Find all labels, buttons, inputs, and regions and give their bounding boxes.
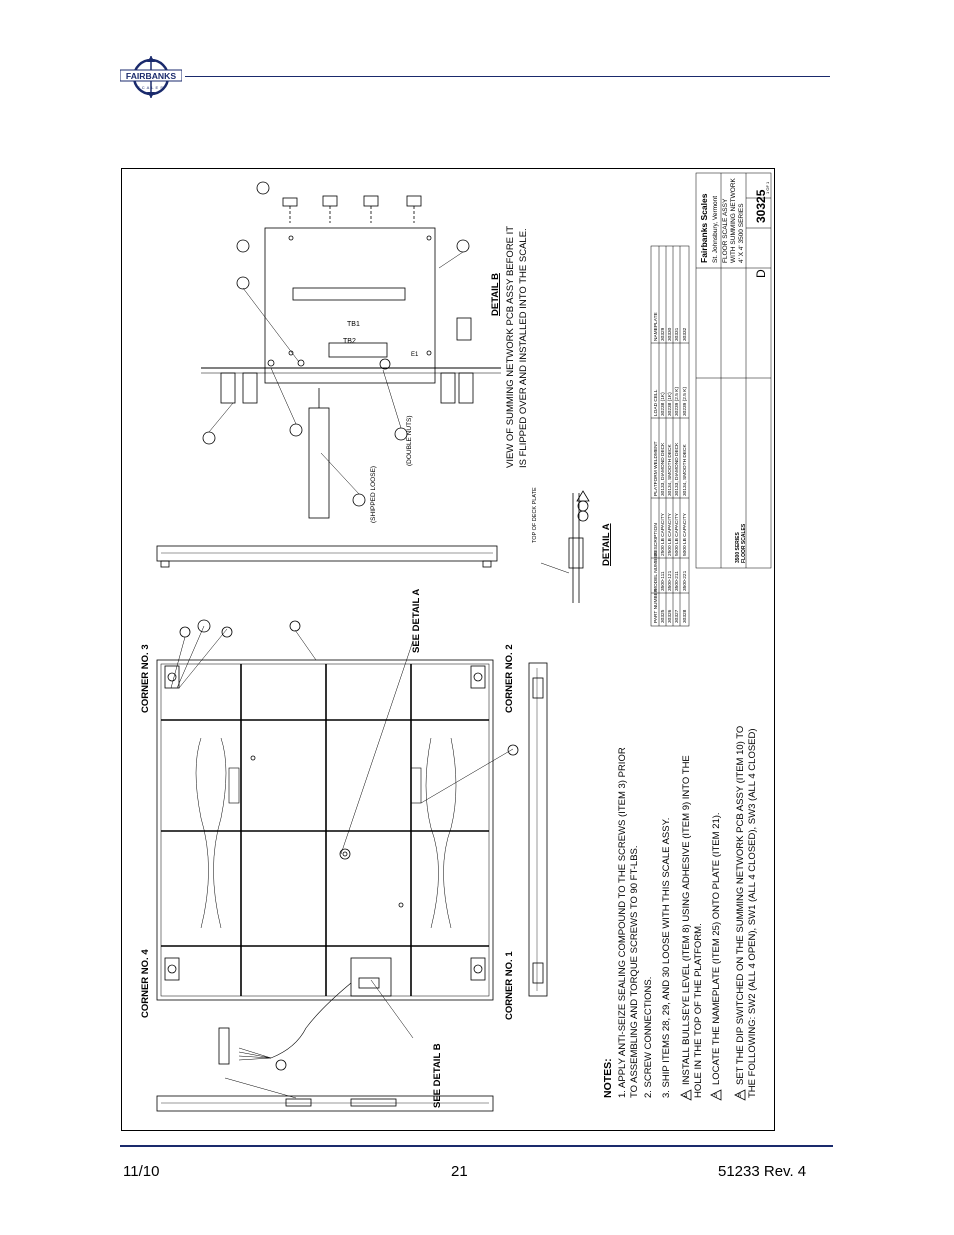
table-cell: 30326: [668, 609, 673, 623]
drawing-number: 30325: [754, 189, 768, 223]
notes-block: [602, 726, 758, 1100]
table-cell: 30239 (2.5 K): [675, 386, 680, 416]
note-flag-4: 4: [684, 1093, 688, 1100]
note-6a: SET THE DIP SWITCHED ON THE SUMMING NETWORK PCB ASSY (ITEM 10) TO: [735, 725, 746, 1085]
table-cell: 2500 LB CAPACITY: [668, 513, 673, 556]
note-2: 2. SCREW CONNECTIONS.: [643, 976, 654, 1098]
table-cell: 30134, SMOOTH DECK: [668, 444, 673, 496]
corner-4-label: CORNER NO. 4: [140, 949, 151, 1018]
footer-date: 11/10: [123, 1163, 160, 1180]
see-detail-a: SEE DETAIL A: [411, 588, 422, 653]
notes-title: NOTES:: [602, 1058, 614, 1098]
table-cell: 30238 (1K): [668, 392, 673, 416]
see-detail-b: SEE DETAIL B: [432, 1043, 443, 1108]
table-cell: 3500-121: [668, 570, 673, 591]
company-location: St. Johnsbury, Vermont: [712, 195, 719, 263]
note-4b: HOLE IN THE TOP OF THE PLATFORM.: [693, 923, 704, 1098]
table-header-cell: MODEL NUMBER: [654, 551, 659, 591]
fairbanks-logo: [120, 53, 182, 101]
header-rule: [185, 76, 830, 77]
table-cell: 30239 (2.5 K): [683, 386, 688, 416]
footer-page-number: 21: [451, 1163, 468, 1180]
tb2-label: TB2: [343, 338, 356, 345]
e1-label: E1: [411, 352, 419, 358]
top-of-deck-plate-label: TOP OF DECK PLATE: [532, 487, 538, 543]
detail-a-view: [541, 491, 589, 603]
parts-table-text: [653, 312, 688, 623]
tb1-label: TB1: [347, 321, 360, 328]
table-header-cell: NAMEPLATE: [654, 312, 659, 341]
table-cell: 30325: [661, 609, 666, 623]
drawing-title-1: FLOOR SCALE ASSY: [722, 198, 729, 263]
note-1a: 1. APPLY ANTI-SEIZE SEALING COMPOUND TO THE SCREWS (ITEM 3) PRIOR: [617, 747, 628, 1098]
table-cell: 5000 LB CAPACITY: [675, 513, 680, 556]
table-cell: 30331: [675, 327, 680, 341]
note-1b: TO ASSEMBLING AND TORQUE SCREWS TO 90 FT-LBS.: [629, 845, 640, 1098]
double-nuts-label: (DOUBLE NUTS): [406, 415, 413, 466]
note-3: 3. SHIP ITEMS 28, 29, AND 30 LOOSE WITH THIS SCALE ASSY.: [661, 817, 672, 1098]
corner-1-label: CORNER NO. 1: [504, 951, 515, 1020]
table-cell: 5000 LB CAPACITY: [683, 513, 688, 556]
series-label-2: FLOOR SCALES: [741, 523, 747, 563]
logo-text: FAIRBANKS: [125, 71, 177, 81]
table-header-cell: PART NUMBER: [654, 588, 659, 623]
detail-b-caption-2: IS FLIPPED OVER AND INSTALLED INTO THE SCALE.: [518, 228, 529, 468]
note-5: LOCATE THE NAMEPLATE (ITEM 25) ONTO PLATE (ITEM 21).: [711, 812, 722, 1085]
note-4a: INSTALL BULLSEYE LEVEL (ITEM 8) USING ADHESIVE (ITEM 9) INTO THE: [681, 755, 692, 1085]
table-cell: 30133, DIAMOND DECK: [661, 442, 666, 496]
table-cell: 30134, SMOOTH DECK: [683, 444, 688, 496]
sheet-number: 1 OF 1: [765, 181, 770, 194]
note-flag-5: 5: [714, 1093, 718, 1100]
platform-plan-view: [157, 546, 547, 1111]
table-header-cell: LOAD CELL: [654, 389, 659, 416]
table-cell: 30329: [661, 327, 666, 341]
table-cell: 3500-221: [683, 570, 688, 591]
company-name: Fairbanks Scales: [699, 193, 709, 263]
logo-subtext: SCALES: [137, 85, 165, 90]
engineering-drawing: [121, 168, 775, 1131]
series-label-1: 3500 SERIES: [735, 532, 741, 563]
drawing-size: D: [754, 269, 768, 278]
drawing-title-3: 4' X 4' 3500 SERIES: [738, 203, 745, 263]
table-cell: 3500-111: [661, 571, 666, 591]
detail-b-pcb-view: [201, 182, 501, 518]
table-cell: 30327: [675, 609, 680, 623]
shipped-loose-label: (SHIPPED LOOSE): [370, 465, 377, 523]
footer-rule: [120, 1145, 833, 1147]
table-cell: 30238 (1K): [661, 392, 666, 416]
detail-a-label: DETAIL A: [601, 523, 612, 566]
corner-3-label: CORNER NO. 3: [140, 644, 151, 713]
note-flag-6: 6: [738, 1093, 742, 1100]
drawing-title-2: WITH SUMMING NETWORK: [730, 178, 737, 263]
table-header-cell: DESCRIPTION: [654, 523, 659, 556]
detail-b-caption-1: VIEW OF SUMMING NETWORK PCB ASSY BEFORE IT: [505, 225, 516, 468]
table-header-cell: PLATFORM WELDMENT: [654, 441, 659, 496]
detail-b-label: DETAIL B: [490, 273, 501, 316]
table-cell: 30133, DIAMOND DECK: [675, 442, 680, 496]
table-cell: 30332: [683, 327, 688, 341]
note-6b: THE FOLLOWING: SW2 (ALL 4 OPEN), SW1 (ALL 4 CLOSED), SW3 (ALL 4 CLOSED): [747, 728, 758, 1098]
corner-2-label: CORNER NO. 2: [504, 644, 515, 713]
table-cell: 30328: [683, 609, 688, 623]
footer-document-number: 51233 Rev. 4: [718, 1163, 807, 1180]
table-cell: 3500-211: [675, 571, 680, 591]
table-cell: 2500 LB CAPACITY: [661, 513, 666, 556]
table-cell: 30330: [668, 327, 673, 341]
